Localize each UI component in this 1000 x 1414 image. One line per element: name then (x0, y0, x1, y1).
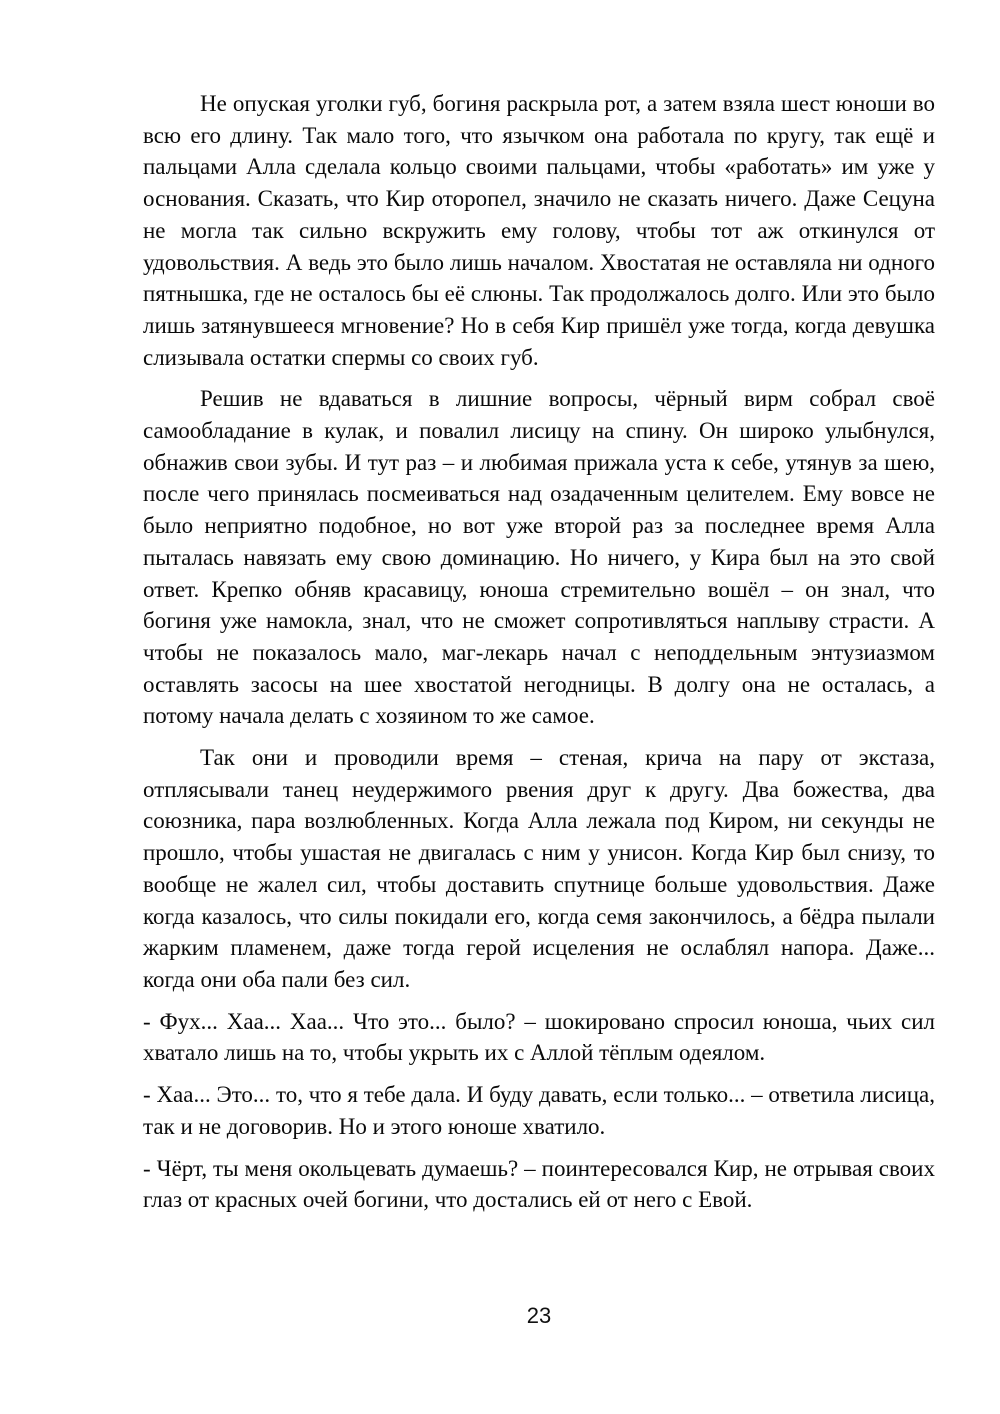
dialogue-paragraph-3: - Чёрт, ты меня окольцевать думаешь? – поинтересовался Кир, не отрывая своих глаз от красных очей богини, что достались ей от него с Евой. (143, 1155, 935, 1213)
page-number: 23 (526, 1303, 552, 1328)
narrative-paragraph-2: Решив не вдаваться в лишние вопросы, чёрный вирм собрал своё самообладание в кулак, и повалил лисицу на спину. Он широко улыбнулся, обнажив свои зубы. И тут раз – и любимая прижала уста к себе, утянув за шею, после чего принялась посмеиваться над озадаченным целителем. Ему вовсе не было неприятно подобное, но вот уже второй раз за последнее время Алла пыталась навязать ему свою доминацию. Но ничего, у Кира был на это свой ответ. Крепко обняв красавицу, юноша стремительно вошёл – он знал, что богиня уже намокла, знал, что не сможет сопротивляться наплыву страсти. А чтобы не показалось мало, маг-лекарь начал с неподдельным энтузиазмом оставлять засосы на шее хвостатой негодницы. В долгу она не осталась, а потому начала делать с хозяином то же самое. (143, 386, 935, 729)
narrative-paragraph-3: Так они и проводили время – стеная, крича на пару от экстаза, отплясывали танец неудержимого рвения друг к другу. Два божества, два союзника, пара возлюбленных. Когда Алла лежала под Киром, ни секунды не прошло, чтобы ушастая не двигалась с ним у унисон. Когда Кир был снизу, то вообще не жалел сил, чтобы доставить спутнице больше удовольствия. Даже когда казалось, что силы покидали его, когда семя закончилось, а бёдра пылали жарким пламенем, даже тогда герой исцеления не ослаблял напора. Даже... когда они оба пали без сил. (143, 745, 935, 992)
dialogue-paragraph-1: - Фух... Хаа... Хаа... Что это... было? – шокировано спросил юноша, чьих сил хватало лишь на то, чтобы укрыть их с Аллой тёплым одеялом. (143, 1008, 935, 1066)
narrative-paragraph-1: Не опуская уголки губ, богиня раскрыла рот, а затем взяла шест юноши во всю его длину. Так мало того, что язычком она работала по кругу, так ещё и пальцами Алла сделала кольцо своими пальцами, чтобы «работать» им уже у основания. Сказать, что Кир оторопел, значило не сказать ничего. Даже Сецуна не могла так сильно вскружить ему голову, чтобы тот аж откинулся от удовольствия. А ведь это было лишь началом. Хвостатая не оставляла ни одного пятнышка, где не осталось бы её слюны. Так продолжалось долго. Или это было лишь затянувшееся мгновение? Но в себя Кир пришёл уже тогда, когда девушка слизывала остатки спермы со своих губ. (143, 91, 935, 370)
page-body (143, 88, 935, 1226)
dialogue-paragraph-2: - Хаа... Это... то, что я тебе дала. И буду давать, если только... – ответила лисица, так и не договорив. Но и этого юноше хватило. (143, 1082, 935, 1139)
